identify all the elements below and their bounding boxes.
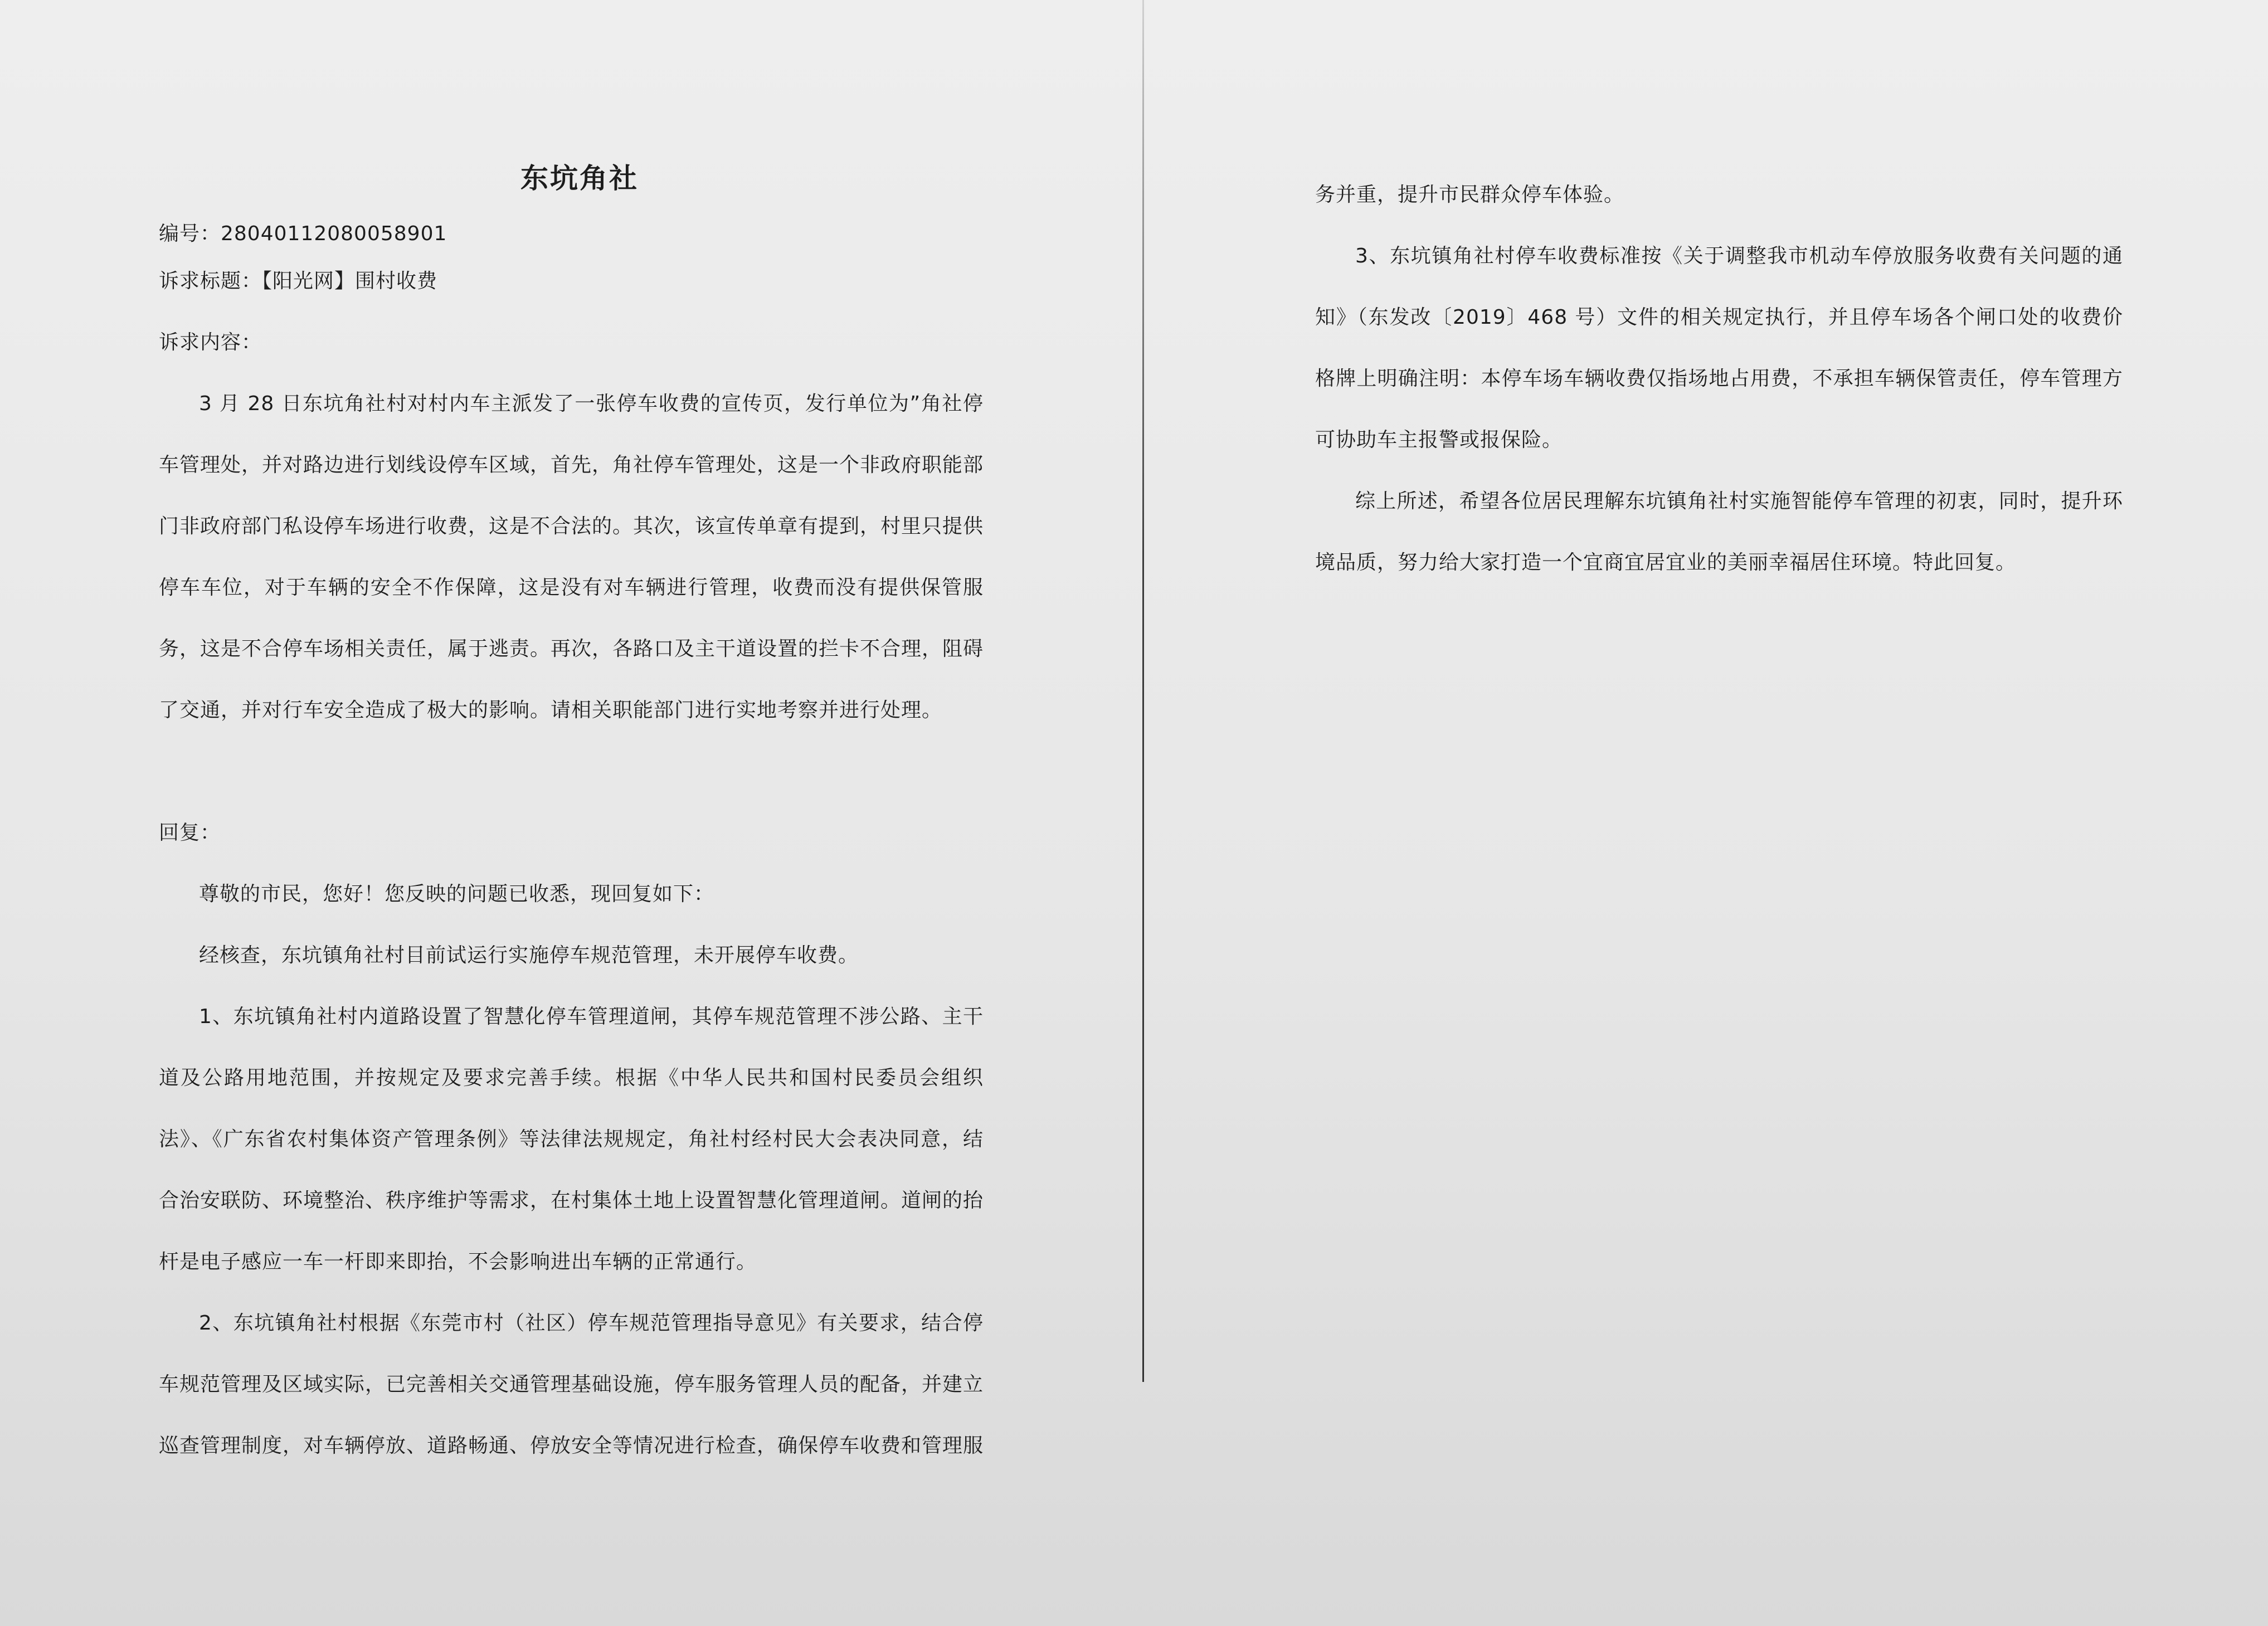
reply-greeting: 尊敬的市民，您好！您反映的问题已收悉，现回复如下：	[199, 883, 715, 906]
complaint-body: 3 月 28 日东坑角社村对村内车主派发了一张停车收费的宣传页，发行单位为”角社停车管理处，并对路边进行划线设停车区域，首先，角社停车管理处，这是一个非政府职能部门非政府部门私设停车场进行收费，这是不合法的。其次，该宣传单章有提到，村里只提供停车车位，对于车辆的安全不作保障，这是没有对车辆进行管理，收费而没有提供保管服务，这是不合停车场相关责任，属于逃责。再次，各路口及主干道设置的拦卡不合理，阻碍了交通，并对行车安全造成了极大的影响。请相关职能部门进行实地考察并进行处理。	[159, 392, 984, 722]
reply-finding: 经核查，东坑镇角社村目前试运行实施停车规范管理，未开展停车收费。	[199, 944, 859, 967]
reply-point-1: 1、东坑镇角社村内道路设置了智慧化停车管理道闸，其停车规范管理不涉公路、主干道及公路用地范围，并按规定及要求完善手续。根据《中华人民共和国村民委员会组织法》、《广东省农村集体资产管理条例》等法律法规规定，角社村经村民大会表决同意，结合治安联防、环境整治、秩序维护等需求，在村集体土地上设置智慧化管理道闸。道闸的抬杆是电子感应一车一杆即来即抬，不会影响进出车辆的正常通行。	[159, 1005, 984, 1273]
reply-point-2: 2、东坑镇角社村根据《东莞市村（社区）停车规范管理指导意见》有关要求，结合停车规范管理及区域实际，已完善相关交通管理基础设施，停车服务管理人员的配备，并建立巡查管理制度，对车辆停放、道路畅通、停放安全等情况进行检查，确保停车收费和管理服	[159, 1312, 984, 1457]
reply-point-3: 3、东坑镇角社村停车收费标准按《关于调整我市机动车停放服务收费有关问题的通知》（东发改〔2019〕468 号）文件的相关规定执行，并且停车场各个闸口处的收费价格牌上明确注明：本停车场车辆收费仅指场地占用费，不承担车辆保管责任，停车管理方可协助车主报警或报保险。	[1315, 245, 2123, 451]
complaint-content-label: 诉求内容：	[159, 331, 262, 354]
case-number: 编号：28040112080058901	[159, 222, 447, 245]
reply-conclusion: 综上所述，希望各位居民理解东坑镇角社村实施智能停车管理的初衷，同时，提升环境品质，努力给大家打造一个宜商宜居宜业的美丽幸福居住环境。特此回复。	[1315, 490, 2123, 574]
complaint-subject: 诉求标题：【阳光网】围村收费	[159, 270, 438, 293]
page-divider	[1142, 0, 1144, 1382]
right-column	[1315, 164, 2123, 593]
document-title: 东坑角社	[520, 162, 639, 194]
section-gap	[159, 741, 984, 802]
left-column	[159, 156, 984, 1477]
reply-label: 回复：	[159, 821, 221, 844]
reply-point-2-continuation: 务并重，提升市民群众停车体验。	[1315, 183, 1625, 206]
